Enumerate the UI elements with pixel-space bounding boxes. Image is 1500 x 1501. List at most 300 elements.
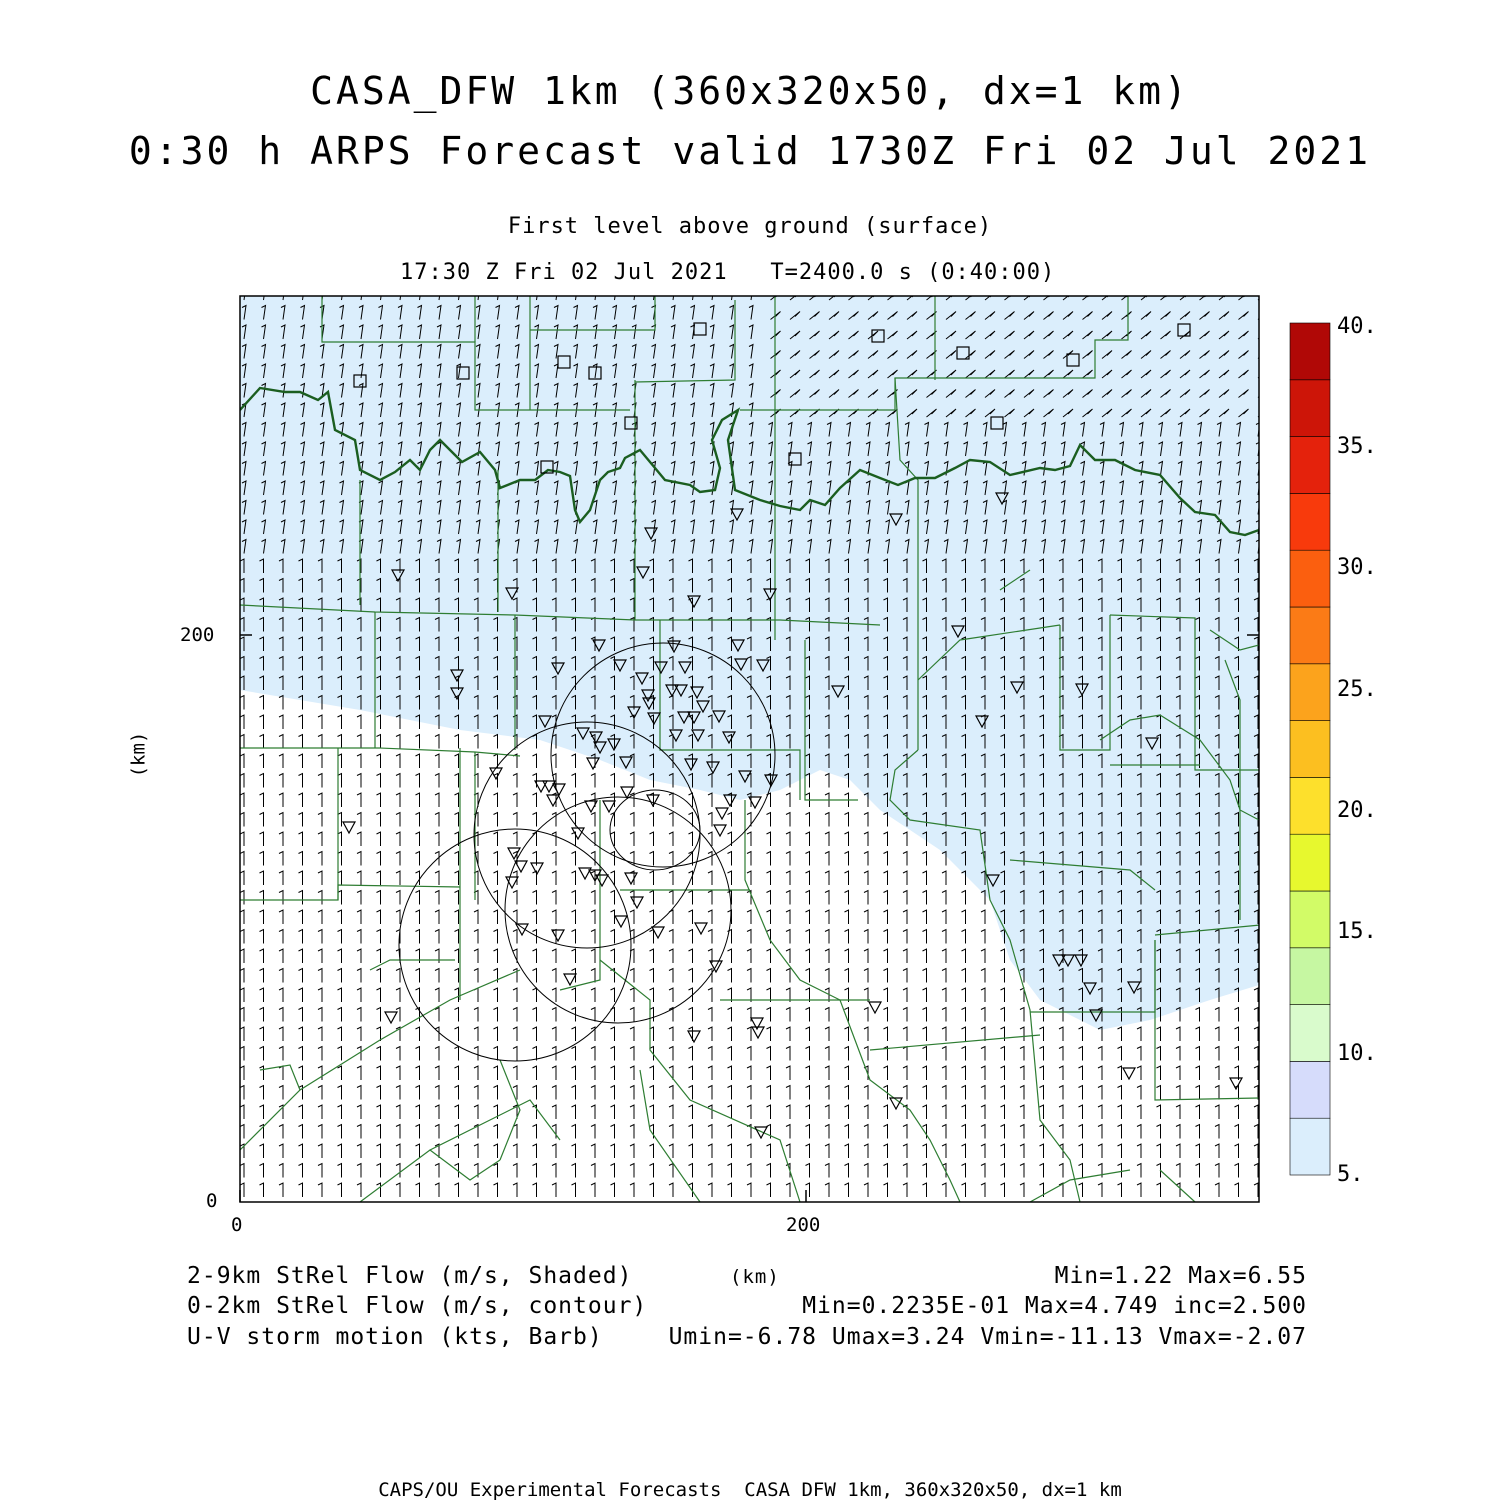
wind-barb (357, 910, 361, 924)
wind-barb (1098, 1125, 1102, 1139)
wind-barb (786, 910, 790, 924)
legend-line2-left: 0-2km StRel Flow (m/s, contour) (187, 1293, 648, 1319)
wind-barb (338, 1008, 342, 1022)
wind-barb (942, 1144, 946, 1158)
wind-barb (396, 832, 400, 846)
wind-barb (435, 774, 439, 788)
wind-barb (260, 793, 264, 807)
wind-barb (923, 988, 927, 1002)
wind-barb (864, 832, 868, 846)
wind-barb (591, 949, 595, 963)
wind-barb (338, 715, 342, 729)
wind-barb (1215, 1086, 1219, 1100)
wind-barb (845, 910, 849, 924)
wind-barb (806, 813, 810, 827)
colorbar-label-25: 25. (1337, 677, 1377, 702)
wind-barb (435, 735, 439, 749)
wind-barb (630, 1164, 634, 1178)
wind-barb (903, 969, 907, 983)
wind-barb (786, 832, 790, 846)
wind-barb (455, 1027, 459, 1041)
wind-barb (299, 832, 303, 846)
wind-barb (1079, 1027, 1083, 1041)
wind-barb (1137, 1047, 1141, 1061)
wind-barb (942, 891, 946, 905)
wind-barb (1040, 1047, 1044, 1061)
wind-barb (396, 813, 400, 827)
wind-barb (474, 910, 478, 924)
colorbar-swatch (1290, 380, 1330, 437)
wind-barb (435, 1066, 439, 1080)
colorbar-label-20: 20. (1337, 798, 1377, 823)
wind-barb (611, 1047, 615, 1061)
wind-barb (981, 1027, 985, 1041)
wind-barb (1059, 1086, 1063, 1100)
footer-credit: CAPS/OU Experimental Forecasts CASA DFW 1km, 360x320x50, dx=1 km (378, 1479, 1122, 1501)
wind-barb (260, 735, 264, 749)
wind-barb (299, 1164, 303, 1178)
wind-barb (669, 1047, 673, 1061)
wind-barb (455, 1086, 459, 1100)
wind-barb (1176, 1086, 1180, 1100)
colorbar-swatch (1290, 1005, 1330, 1062)
wind-barb (552, 949, 556, 963)
wind-barb (1157, 1125, 1161, 1139)
wind-barb (786, 891, 790, 905)
wind-barb (884, 1144, 888, 1158)
wind-barb (260, 871, 264, 885)
wind-barb (747, 1047, 751, 1061)
wind-barb (1215, 1008, 1219, 1022)
wind-barb (1118, 1066, 1122, 1080)
wind-barb (1001, 1105, 1005, 1119)
wind-barb (1254, 1066, 1258, 1080)
wind-barb (747, 910, 751, 924)
wind-barb (299, 1047, 303, 1061)
wind-barb (591, 988, 595, 1002)
wind-barb (299, 949, 303, 963)
y-tick-200: 200 (180, 624, 215, 646)
wind-barb (962, 949, 966, 963)
wind-barb (591, 910, 595, 924)
wind-barb (1235, 1047, 1239, 1061)
wind-barb (806, 910, 810, 924)
wind-barb (611, 988, 615, 1002)
wind-barb (728, 969, 732, 983)
wind-barb (513, 1027, 517, 1041)
wind-barb (786, 1086, 790, 1100)
wind-barb (903, 1008, 907, 1022)
wind-barb (981, 1125, 985, 1139)
wind-barb (318, 774, 322, 788)
wind-barb (962, 1008, 966, 1022)
wind-barb (611, 1027, 615, 1041)
wind-barb (669, 871, 673, 885)
wind-barb (1176, 1125, 1180, 1139)
colorbar-swatch (1290, 607, 1330, 664)
wind-barb (786, 1008, 790, 1022)
wind-barb (377, 891, 381, 905)
wind-barb (1157, 1183, 1161, 1197)
wind-barb (708, 1125, 712, 1139)
wind-barb (845, 1164, 849, 1178)
wind-barb (786, 1027, 790, 1041)
wind-barb (260, 1027, 264, 1041)
wind-barb (299, 1008, 303, 1022)
wind-barb (806, 1125, 810, 1139)
wind-barb (923, 1066, 927, 1080)
wind-barb (1079, 1086, 1083, 1100)
wind-barb (513, 813, 517, 827)
wind-barb (299, 735, 303, 749)
wind-barb (923, 949, 927, 963)
wind-barb (416, 1086, 420, 1100)
wind-barb (338, 1164, 342, 1178)
wind-barb (357, 1008, 361, 1022)
wind-barb (1196, 1164, 1200, 1178)
wind-barb (650, 1105, 654, 1119)
wind-barb (611, 774, 615, 788)
station-triangle (552, 930, 564, 941)
wind-barb (669, 930, 673, 944)
wind-barb (1020, 1183, 1024, 1197)
wind-barb (279, 871, 283, 885)
station-triangle (564, 974, 576, 985)
wind-barb (474, 1144, 478, 1158)
wind-barb (806, 832, 810, 846)
wind-barb (962, 910, 966, 924)
wind-barb (513, 1164, 517, 1178)
wind-barb (279, 1164, 283, 1178)
wind-barb (1001, 1047, 1005, 1061)
wind-barb (630, 1086, 634, 1100)
station-triangle (869, 1002, 881, 1013)
wind-barb (455, 793, 459, 807)
wind-barb (416, 988, 420, 1002)
wind-barb (357, 1066, 361, 1080)
wind-barb (1254, 1183, 1258, 1197)
wind-barb (1215, 1144, 1219, 1158)
wind-barb (864, 1008, 868, 1022)
wind-barb (1001, 969, 1005, 983)
wind-barb (552, 871, 556, 885)
wind-barb (357, 891, 361, 905)
x-tick-200: 200 (786, 1214, 821, 1236)
wind-barb (767, 1047, 771, 1061)
wind-barb (845, 949, 849, 963)
wind-barb (630, 1027, 634, 1041)
wind-barb (338, 1105, 342, 1119)
wind-barb (884, 1105, 888, 1119)
wind-barb (786, 1183, 790, 1197)
wind-barb (338, 1183, 342, 1197)
wind-barb (845, 1105, 849, 1119)
wind-barb (1176, 1066, 1180, 1080)
wind-barb (825, 930, 829, 944)
wind-barb (396, 774, 400, 788)
wind-barb (708, 1066, 712, 1080)
wind-barb (630, 1105, 634, 1119)
wind-barb (747, 1183, 751, 1197)
wind-barb (1157, 1086, 1161, 1100)
station-triangle (755, 1127, 767, 1138)
wind-barb (338, 930, 342, 944)
wind-barb (1020, 1105, 1024, 1119)
wind-barb (338, 1047, 342, 1061)
wind-barb (591, 813, 595, 827)
wind-barb (591, 891, 595, 905)
wind-barb (747, 949, 751, 963)
wind-barb (903, 1027, 907, 1041)
wind-barb (767, 1144, 771, 1158)
colorbar-swatch (1290, 437, 1330, 494)
wind-barb (572, 1047, 576, 1061)
wind-barb (338, 1066, 342, 1080)
wind-barb (396, 852, 400, 866)
wind-barb (630, 910, 634, 924)
colorbar-swatch (1290, 323, 1330, 380)
wind-barb (669, 988, 673, 1002)
colorbar-label-35: 35. (1337, 434, 1377, 459)
wind-barb (591, 1105, 595, 1119)
wind-barb (377, 793, 381, 807)
wind-barb (650, 1183, 654, 1197)
wind-barb (806, 891, 810, 905)
wind-barb (942, 910, 946, 924)
wind-barb (903, 852, 907, 866)
wind-barb (533, 1008, 537, 1022)
wind-barb (767, 1027, 771, 1041)
wind-barb (552, 754, 556, 768)
wind-barb (552, 1027, 556, 1041)
wind-barb (650, 1066, 654, 1080)
wind-barb (806, 1047, 810, 1061)
wind-barb (630, 1125, 634, 1139)
wind-barb (494, 1008, 498, 1022)
wind-barb (1254, 988, 1258, 1002)
wind-barb (747, 1144, 751, 1158)
wind-barb (357, 793, 361, 807)
wind-barb (689, 1164, 693, 1178)
wind-barb (416, 910, 420, 924)
station-triangle (572, 828, 584, 839)
wind-barb (884, 969, 888, 983)
wind-barb (650, 949, 654, 963)
wind-barb (825, 1047, 829, 1061)
wind-barb (338, 1086, 342, 1100)
wind-barb (630, 1047, 634, 1061)
wind-barb (299, 1027, 303, 1041)
wind-barb (1176, 1047, 1180, 1061)
wind-barb (260, 715, 264, 729)
y-axis-label: (km) (127, 731, 150, 778)
wind-barb (923, 969, 927, 983)
legend-line3-left: U-V storm motion (kts, Barb) (187, 1324, 603, 1350)
wind-barb (1020, 1125, 1024, 1139)
wind-barb (377, 871, 381, 885)
title-line-2: 0:30 h ARPS Forecast valid 1730Z Fri 02 Jul 2021 (128, 129, 1372, 173)
wind-barb (825, 1183, 829, 1197)
wind-barb (533, 1183, 537, 1197)
wind-barb (884, 930, 888, 944)
wind-barb (357, 930, 361, 944)
wind-barb (630, 832, 634, 846)
wind-barb (845, 852, 849, 866)
wind-barb (689, 1066, 693, 1080)
wind-barb (533, 793, 537, 807)
wind-barb (728, 1027, 732, 1041)
wind-barb (1020, 1086, 1024, 1100)
wind-barb (338, 1027, 342, 1041)
wind-barb (1157, 1027, 1161, 1041)
colorbar-swatch (1290, 777, 1330, 834)
wind-barb (845, 1066, 849, 1080)
wind-barb (962, 969, 966, 983)
wind-barb (416, 949, 420, 963)
wind-barb (806, 1144, 810, 1158)
wind-barb (1235, 1027, 1239, 1041)
wind-barb (1001, 1086, 1005, 1100)
colorbar (1290, 323, 1330, 1175)
wind-barb (825, 871, 829, 885)
wind-barb (845, 1086, 849, 1100)
wind-barb (494, 1066, 498, 1080)
wind-barb (377, 910, 381, 924)
wind-barb (318, 735, 322, 749)
wind-barb (1118, 1105, 1122, 1119)
wind-barb (474, 1086, 478, 1100)
wind-barb (357, 1105, 361, 1119)
wind-barb (357, 949, 361, 963)
wind-barb (552, 910, 556, 924)
wind-barb (318, 813, 322, 827)
wind-barb (513, 1008, 517, 1022)
wind-barb (299, 988, 303, 1002)
wind-barb (1137, 1144, 1141, 1158)
wind-barb (377, 930, 381, 944)
wind-barb (572, 793, 576, 807)
wind-barb (1137, 1183, 1141, 1197)
wind-barb (689, 1105, 693, 1119)
wind-barb (260, 754, 264, 768)
wind-barb (650, 1144, 654, 1158)
colorbar-label-40: 40. (1337, 314, 1377, 339)
wind-barb (572, 1125, 576, 1139)
wind-barb (494, 1086, 498, 1100)
wind-barb (825, 832, 829, 846)
wind-barb (845, 969, 849, 983)
wind-barb (513, 930, 517, 944)
wind-barb (494, 930, 498, 944)
wind-barb (923, 1183, 927, 1197)
wind-barb (455, 774, 459, 788)
wind-barb (338, 988, 342, 1002)
wind-barb (923, 1105, 927, 1119)
wind-barb (786, 1066, 790, 1080)
wind-barb (786, 793, 790, 807)
wind-barb (299, 910, 303, 924)
wind-barb (884, 1008, 888, 1022)
wind-barb (923, 1008, 927, 1022)
wind-barb (552, 1066, 556, 1080)
wind-barb (1098, 1105, 1102, 1119)
wind-barb (923, 910, 927, 924)
wind-barb (1040, 1164, 1044, 1178)
wind-barb (864, 930, 868, 944)
wind-barb (689, 910, 693, 924)
wind-barb (279, 754, 283, 768)
wind-barb (767, 1105, 771, 1119)
wind-barb (338, 1125, 342, 1139)
wind-barb (1235, 1183, 1239, 1197)
wind-barb (1196, 1144, 1200, 1158)
wind-barb (435, 813, 439, 827)
wind-barb (962, 930, 966, 944)
wind-barb (669, 1183, 673, 1197)
wind-barb (1079, 1144, 1083, 1158)
wind-barb (416, 969, 420, 983)
station-triangle (688, 1031, 700, 1042)
wind-barb (1254, 1105, 1258, 1119)
legend-line1-left: 2-9km StRel Flow (m/s, Shaded) (187, 1263, 633, 1289)
wind-barb (377, 949, 381, 963)
wind-barb (923, 930, 927, 944)
wind-barb (1254, 1144, 1258, 1158)
wind-barb (455, 969, 459, 983)
wind-barb (416, 852, 420, 866)
wind-barb (279, 715, 283, 729)
wind-barb (767, 891, 771, 905)
wind-barb (747, 871, 751, 885)
wind-barb (962, 1105, 966, 1119)
wind-barb (689, 969, 693, 983)
wind-barb (923, 852, 927, 866)
wind-barb (650, 910, 654, 924)
wind-barb (396, 1047, 400, 1061)
station-triangle (587, 758, 599, 769)
wind-barb (455, 735, 459, 749)
wind-barb (728, 949, 732, 963)
wind-barb (942, 988, 946, 1002)
wind-barb (806, 1164, 810, 1178)
wind-barb (1001, 1066, 1005, 1080)
legend-line1-right: Min=1.22 Max=6.55 (1054, 1263, 1307, 1289)
wind-barb (357, 1144, 361, 1158)
wind-barb (767, 1164, 771, 1178)
wind-barb (318, 871, 322, 885)
wind-barb (416, 754, 420, 768)
wind-barb (962, 1027, 966, 1041)
wind-barb (572, 988, 576, 1002)
wind-barb (416, 774, 420, 788)
wind-barb (1215, 1027, 1219, 1041)
wind-barb (1254, 1027, 1258, 1041)
wind-barb (669, 969, 673, 983)
wind-barb (396, 1144, 400, 1158)
wind-barb (650, 891, 654, 905)
wind-barb (260, 832, 264, 846)
wind-barb (591, 774, 595, 788)
wind-barb (260, 930, 264, 944)
wind-barb (1196, 1027, 1200, 1041)
wind-barb (884, 852, 888, 866)
wind-barb (630, 988, 634, 1002)
wind-barb (1118, 1183, 1122, 1197)
wind-barb (728, 852, 732, 866)
wind-barb (747, 1027, 751, 1041)
wind-barb (962, 1144, 966, 1158)
wind-barb (611, 910, 615, 924)
